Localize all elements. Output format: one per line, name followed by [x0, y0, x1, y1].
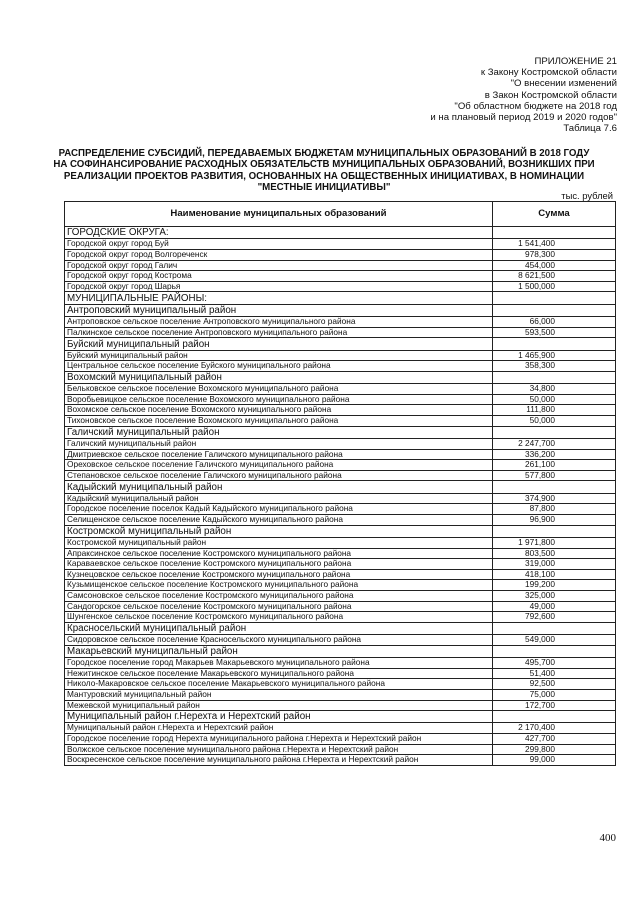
table-row — [65, 260, 616, 271]
sum-cell — [493, 292, 616, 304]
title-line: РАСПРЕДЕЛЕНИЕ СУБСИДИЙ, ПЕРЕДАВАЕМЫХ БЮДЖЕТАМ МУНИЦИПАЛЬНЫХ ОБРАЗОВАНИЙ В 2018 ГОДУ — [58, 148, 590, 159]
table-row — [65, 668, 616, 679]
sum-cell: 87,800 — [493, 504, 616, 515]
municipality-name-cell: Дмитриевское сельское поселение Галичского муниципального района — [65, 449, 493, 460]
sum-cell: 199,200 — [493, 580, 616, 591]
municipality-name-cell: Антроповский муниципальный район — [65, 304, 493, 316]
municipality-name-cell: Городской округ город Кострома — [65, 271, 493, 282]
table-group-row — [65, 711, 616, 723]
sum-cell: 803,500 — [493, 548, 616, 559]
table-row — [65, 350, 616, 361]
appendix-line: "Об областном бюджете на 2018 год — [454, 100, 617, 112]
municipality-name-cell: Кадыйский муниципальный район — [65, 493, 493, 504]
table-row — [65, 449, 616, 460]
table-row — [65, 755, 616, 766]
table-row — [65, 601, 616, 612]
sum-cell: 1 541,400 — [493, 239, 616, 250]
municipality-name-cell: Сидоровское сельское поселение Красносельского муниципального района — [65, 635, 493, 646]
sum-cell: 325,000 — [493, 590, 616, 601]
sum-cell: 2 170,400 — [493, 723, 616, 734]
table-row — [65, 679, 616, 690]
sum-cell: 92,500 — [493, 679, 616, 690]
municipality-name-cell: Городской округ город Галич — [65, 260, 493, 271]
sum-cell: 358,300 — [493, 361, 616, 372]
table-row — [65, 744, 616, 755]
sum-cell — [493, 304, 616, 316]
sum-cell: 2 247,700 — [493, 439, 616, 450]
municipality-name-cell: Степановское сельское поселение Галичского муниципального района — [65, 470, 493, 481]
table-row — [65, 548, 616, 559]
table-row — [65, 689, 616, 700]
sum-cell: 374,900 — [493, 493, 616, 504]
municipality-name-cell: Городской округ город Буй — [65, 239, 493, 250]
municipality-name-cell: Мантуровский муниципальный район — [65, 689, 493, 700]
municipality-name-cell: Костромской муниципальный район — [65, 538, 493, 549]
sum-cell — [493, 525, 616, 537]
table-row — [65, 658, 616, 669]
sum-cell: 978,300 — [493, 249, 616, 260]
municipality-name-cell: Палкинское сельское поселение Антроповского муниципального района — [65, 327, 493, 338]
sum-cell: 1 500,000 — [493, 281, 616, 292]
municipality-name-cell: Караваевское сельское поселение Костромского муниципального района — [65, 559, 493, 570]
sum-cell: 418,100 — [493, 569, 616, 580]
table-group-row — [65, 371, 616, 383]
municipality-name-cell: Буйский муниципальный район — [65, 350, 493, 361]
table-row — [65, 723, 616, 734]
table-row — [65, 590, 616, 601]
document-title — [44, 148, 604, 194]
table-group-row — [65, 338, 616, 350]
municipality-name-cell: Бельковское сельское поселение Вохомского муниципального района — [65, 384, 493, 395]
title-line: НА СОФИНАНСИРОВАНИЕ РАСХОДНЫХ ОБЯЗАТЕЛЬСТВ МУНИЦИПАЛЬНЫХ ОБРАЗОВАНИЙ, ВОЗНИКШИХ ПРИ — [53, 159, 595, 171]
municipality-name-cell: Галичский муниципальный район — [65, 439, 493, 450]
table-header-row — [65, 202, 616, 227]
sum-cell: 50,000 — [493, 394, 616, 405]
table-row — [65, 239, 616, 250]
sum-cell: 454,000 — [493, 260, 616, 271]
title-line: РЕАЛИЗАЦИИ ПРОЕКТОВ РАЗВИТИЯ, ОСНОВАННЫХ НА ОБЩЕСТВЕННЫХ ИНИЦИАТИВАХ, В НОМИНАЦИИ — [63, 170, 585, 182]
municipality-name-cell: Кузнецовское сельское поселение Костромского муниципального района — [65, 569, 493, 580]
sum-cell: 1 465,900 — [493, 350, 616, 361]
sum-cell: 96,900 — [493, 515, 616, 526]
sum-cell: 549,000 — [493, 635, 616, 646]
municipality-name-cell: Самсоновское сельское поселение Костромского муниципального района — [65, 590, 493, 601]
sum-cell: 495,700 — [493, 658, 616, 669]
municipality-name-cell: Городское поселение город Макарьев Макарьевского муниципального района — [65, 658, 493, 669]
municipality-name-cell: Городское поселение поселок Кадый Кадыйского муниципального района — [65, 504, 493, 515]
sum-cell: 792,600 — [493, 612, 616, 623]
municipality-name-cell: Ореховское сельское поселение Галичского муниципального района — [65, 460, 493, 471]
municipality-name-cell: Муниципальный район г.Нерехта и Нерехтский район — [65, 711, 493, 723]
municipality-name-cell: Галичский муниципальный район — [65, 426, 493, 438]
column-header-name: Наименование муниципальных образований — [65, 202, 493, 227]
appendix-line: ПРИЛОЖЕНИЕ 21 — [534, 56, 617, 67]
sum-cell: 299,800 — [493, 744, 616, 755]
municipality-name-cell: Городской округ город Шарья — [65, 281, 493, 292]
table-row — [65, 439, 616, 450]
municipality-name-cell: Муниципальный район г.Нерехта и Нерехтский район — [65, 723, 493, 734]
sum-cell — [493, 371, 616, 383]
table-group-row — [65, 645, 616, 657]
sum-cell: 427,700 — [493, 734, 616, 745]
table-row — [65, 384, 616, 395]
table-row — [65, 734, 616, 745]
table-row — [65, 515, 616, 526]
table-row — [65, 405, 616, 416]
appendix-line: в Закон Костромской области — [484, 89, 617, 101]
table-row — [65, 327, 616, 338]
sum-cell — [493, 645, 616, 657]
municipality-name-cell: Красносельский муниципальный район — [65, 622, 493, 634]
table-row — [65, 249, 616, 260]
municipality-name-cell: Костромской муниципальный район — [65, 525, 493, 537]
table-row — [65, 271, 616, 282]
municipality-name-cell: Межевской муниципальный район — [65, 700, 493, 711]
subsidy-table — [64, 201, 616, 766]
sum-cell: 593,500 — [493, 327, 616, 338]
table-group-row — [65, 227, 616, 239]
municipality-name-cell: Волжское сельское поселение муниципального района г.Нерехта и Нерехтский район — [65, 744, 493, 755]
sum-cell: 51,400 — [493, 668, 616, 679]
appendix-line: "О внесении изменений — [510, 78, 617, 90]
sum-cell: 99,000 — [493, 755, 616, 766]
sum-cell: 66,000 — [493, 317, 616, 328]
sum-cell: 336,200 — [493, 449, 616, 460]
municipality-name-cell: Воскресенское сельское поселение муниципального района г.Нерехта и Нерехтский район — [65, 755, 493, 766]
table-row — [65, 281, 616, 292]
table-group-row — [65, 426, 616, 438]
municipality-name-cell: Буйский муниципальный район — [65, 338, 493, 350]
column-header-sum: Сумма — [493, 202, 616, 227]
municipality-name-cell: Вохомское сельское поселение Вохомского муниципального района — [65, 405, 493, 416]
page-number: 400 — [599, 832, 616, 844]
sum-cell: 50,000 — [493, 416, 616, 427]
units-label: тыс. рублей — [561, 190, 613, 201]
sum-cell: 172,700 — [493, 700, 616, 711]
table-row — [65, 538, 616, 549]
municipality-name-cell: Шунгенское сельское поселение Костромского муниципального района — [65, 612, 493, 623]
municipality-name-cell: Селищенское сельское поселение Кадыйского муниципального района — [65, 515, 493, 526]
table-row — [65, 700, 616, 711]
table-row — [65, 470, 616, 481]
table-group-row — [65, 292, 616, 304]
sum-cell: 75,000 — [493, 689, 616, 700]
municipality-name-cell: Макарьевский муниципальный район — [65, 645, 493, 657]
table-group-row — [65, 622, 616, 634]
table-row — [65, 580, 616, 591]
table-row — [65, 361, 616, 372]
sum-cell — [493, 227, 616, 239]
sum-cell — [493, 711, 616, 723]
municipality-name-cell: Кузьмищенское сельское поселение Костромского муниципального района — [65, 580, 493, 591]
table-row — [65, 569, 616, 580]
table-row — [65, 460, 616, 471]
sum-cell: 8 621,500 — [493, 271, 616, 282]
table-row — [65, 493, 616, 504]
municipality-name-cell: Воробьевицкое сельское поселение Вохомского муниципального района — [65, 394, 493, 405]
municipality-name-cell: Городское поселение город Нерехта муниципального района г.Нерехта и Нерехтский район — [65, 734, 493, 745]
table-body — [65, 227, 616, 766]
municipality-name-cell: Городской округ город Волгореченск — [65, 249, 493, 260]
sum-cell: 111,800 — [493, 405, 616, 416]
municipality-name-cell: Сандогорское сельское поселение Костромского муниципального района — [65, 601, 493, 612]
municipality-name-cell: Центральное сельское поселение Буйского муниципального района — [65, 361, 493, 372]
sum-cell — [493, 338, 616, 350]
sum-cell: 577,800 — [493, 470, 616, 481]
table-row — [65, 559, 616, 570]
appendix-header — [287, 56, 617, 134]
municipality-name-cell: МУНИЦИПАЛЬНЫЕ РАЙОНЫ: — [65, 292, 493, 304]
municipality-name-cell: Вохомский муниципальный район — [65, 371, 493, 383]
municipality-name-cell: Нежитинское сельское поселение Макарьевского муниципального района — [65, 668, 493, 679]
municipality-name-cell: Кадыйский муниципальный район — [65, 481, 493, 493]
sum-cell — [493, 481, 616, 493]
table-row — [65, 504, 616, 515]
table-row — [65, 394, 616, 405]
sum-cell: 34,800 — [493, 384, 616, 395]
municipality-name-cell: ГОРОДСКИЕ ОКРУГА: — [65, 227, 493, 239]
table-group-row — [65, 525, 616, 537]
appendix-line: к Закону Костромской области — [480, 67, 617, 79]
sum-cell — [493, 622, 616, 634]
table-number: Таблица 7.6 — [563, 123, 617, 135]
appendix-line: и на плановый период 2019 и 2020 годов" — [430, 112, 617, 124]
sum-cell: 261,100 — [493, 460, 616, 471]
municipality-name-cell: Апраксинское сельское поселение Костромского муниципального района — [65, 548, 493, 559]
table-group-row — [65, 481, 616, 493]
municipality-name-cell: Тихоновское сельское поселение Вохомского муниципального района — [65, 416, 493, 427]
title-line: "МЕСТНЫЕ ИНИЦИАТИВЫ" — [257, 182, 391, 194]
table-row — [65, 612, 616, 623]
municipality-name-cell: Антроповское сельское поселение Антроповского муниципального района — [65, 317, 493, 328]
table-row — [65, 635, 616, 646]
sum-cell: 49,000 — [493, 601, 616, 612]
sum-cell — [493, 426, 616, 438]
table-row — [65, 317, 616, 328]
municipality-name-cell: Николо-Макаровское сельское поселение Макарьевского муниципального района — [65, 679, 493, 690]
sum-cell: 319,000 — [493, 559, 616, 570]
table-group-row — [65, 304, 616, 316]
sum-cell: 1 971,800 — [493, 538, 616, 549]
table-row — [65, 416, 616, 427]
